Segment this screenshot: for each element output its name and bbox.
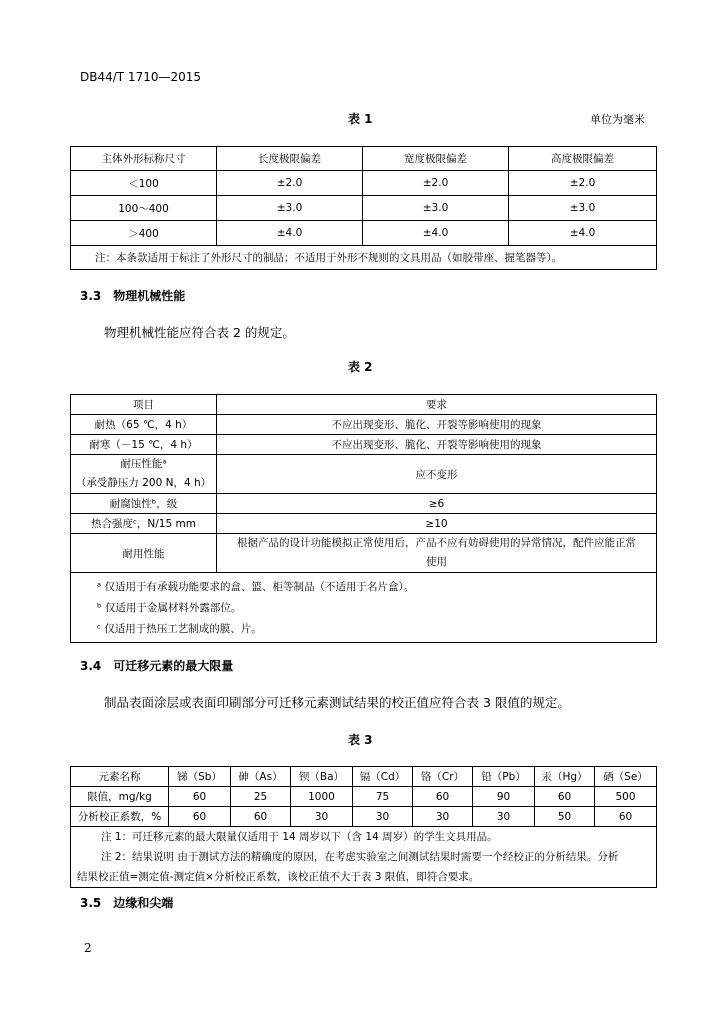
table-cell: ＞400 xyxy=(71,221,217,246)
table2-note-b: ᵇ 仅适用于金属材料外露部位。 xyxy=(97,602,242,614)
table-row xyxy=(71,787,657,807)
document-code: DB44/T 1710—2015 xyxy=(80,70,202,84)
table3-header-cell: 铬（Cr） xyxy=(413,767,473,787)
table1-header-row xyxy=(71,147,657,171)
table-cell: 30 xyxy=(473,807,535,827)
table3-notes-row xyxy=(71,827,657,888)
table-cell: 60 xyxy=(169,807,231,827)
table2-note-c: ᶜ 仅适用于热压工艺制成的膜、片。 xyxy=(97,623,262,635)
table-cell xyxy=(217,534,657,573)
table-cell: 耐腐蚀性ᵇ，级 xyxy=(71,494,217,514)
table3-header-cell: 砷（As） xyxy=(231,767,291,787)
table-cell: 1000 xyxy=(291,787,353,807)
table1-header-cell: 宽度极限偏差 xyxy=(363,147,509,171)
table-row xyxy=(71,221,657,246)
table-row xyxy=(71,514,657,534)
table-cell: 500 xyxy=(595,787,657,807)
table-cell: 分析校正系数，% xyxy=(71,807,169,827)
table-cell: 耐用性能 xyxy=(71,534,217,573)
table-cell: ≥6 xyxy=(217,494,657,514)
table-cell: 30 xyxy=(413,807,473,827)
table-cell: 热合强度ᶜ，N/15 mm xyxy=(71,514,217,534)
table-cell: ±4.0 xyxy=(363,221,509,246)
table1-note: 注：本条款适用于标注了外形尺寸的制品；不适用于外形不规则的文具用品（如胶带座、握笔器等）。 xyxy=(71,246,657,270)
table-cell: 75 xyxy=(353,787,413,807)
table-cell: 100～400 xyxy=(71,196,217,221)
table2-header-row xyxy=(71,395,657,415)
table-cell: 应不变形 xyxy=(217,455,657,494)
table1-header-cell: 主体外形标称尺寸 xyxy=(71,147,217,171)
table-cell: 60 xyxy=(413,787,473,807)
table1-note-row xyxy=(71,246,657,270)
table2-row6-line1: 根据产品的设计功能模拟正常使用后，产品不应有妨碍使用的异常情况，配件应能正常 xyxy=(237,537,636,549)
table2-note-a: ᵃ 仅适用于有承载功能要求的盒、篮、柜等制品（不适用于名片盒）。 xyxy=(97,581,415,593)
table-row xyxy=(71,171,657,196)
table-cell: ＜100 xyxy=(71,171,217,196)
table-cell: 不应出现变形、脆化、开裂等影响使用的现象 xyxy=(217,435,657,455)
table-cell: ±3.0 xyxy=(509,196,657,221)
table3-note-1: 注 1：可迁移元素的最大限量仅适用于 14 周岁以下（含 14 周岁）的学生文具用品。 xyxy=(101,831,498,843)
table2-row6-line2: 使用 xyxy=(426,556,447,568)
section-3-3-paragraph: 物理机械性能应符合表 2 的规定。 xyxy=(104,325,295,340)
table-cell: ±4.0 xyxy=(217,221,363,246)
table3-title: 表 3 xyxy=(348,733,373,747)
section-3-4-paragraph: 制品表面涂层或表面印刷部分可迁移元素测试结果的校正值应符合表 3 限值的规定。 xyxy=(104,695,570,710)
table2-row3-line2: （承受静压力 200 N，4 h） xyxy=(75,477,212,489)
table-cell: 60 xyxy=(169,787,231,807)
table-row xyxy=(71,455,657,494)
table2 xyxy=(70,394,657,643)
table2-header-cell: 项目 xyxy=(71,395,217,415)
table-row xyxy=(71,435,657,455)
table2-row3-line1: 耐压性能ᵃ xyxy=(120,458,167,470)
table1-unit: 单位为毫米 xyxy=(590,113,645,126)
table2-title: 表 2 xyxy=(348,360,373,374)
table-cell xyxy=(71,455,217,494)
table-cell: 50 xyxy=(535,807,595,827)
table-row xyxy=(71,807,657,827)
table3-header-row xyxy=(71,767,657,787)
table-cell: 90 xyxy=(473,787,535,807)
table-cell: 25 xyxy=(231,787,291,807)
table-cell: 耐寒（－15 ℃，4 h） xyxy=(71,435,217,455)
table3-notes xyxy=(71,827,657,888)
table3-header-cell: 汞（Hg） xyxy=(535,767,595,787)
table3-header-cell: 钡（Ba） xyxy=(291,767,353,787)
table-row xyxy=(71,494,657,514)
section-3-3-heading: 3.3 物理机械性能 xyxy=(80,289,186,303)
table-cell: 30 xyxy=(353,807,413,827)
table-cell: 60 xyxy=(231,807,291,827)
table3-header-cell: 硒（Se） xyxy=(595,767,657,787)
table1-header-cell: 长度极限偏差 xyxy=(217,147,363,171)
table-cell: ±4.0 xyxy=(509,221,657,246)
table1-title: 表 1 xyxy=(348,112,373,126)
table-row xyxy=(71,196,657,221)
table3-note-2-line2: 结果校正值=测定值-测定值×分析校正系数，该校正值不大于表 3 限值，即符合要求。 xyxy=(77,871,480,883)
table-cell: 耐热（65 ℃，4 h） xyxy=(71,415,217,435)
table1 xyxy=(70,146,657,270)
table-cell: ±2.0 xyxy=(509,171,657,196)
table-cell: ±3.0 xyxy=(363,196,509,221)
table-cell: ±2.0 xyxy=(363,171,509,196)
table3-header-cell: 锑（Sb） xyxy=(169,767,231,787)
page-number: 2 xyxy=(84,941,92,955)
table3-header-cell: 元素名称 xyxy=(71,767,169,787)
table3-header-cell: 镉（Cd） xyxy=(353,767,413,787)
table2-notes xyxy=(71,573,657,643)
table-cell: ±2.0 xyxy=(217,171,363,196)
table-cell: ±3.0 xyxy=(217,196,363,221)
section-3-5-heading: 3.5 边缘和尖端 xyxy=(80,896,174,910)
table-cell: 30 xyxy=(291,807,353,827)
table-row xyxy=(71,415,657,435)
table-cell: ≥10 xyxy=(217,514,657,534)
table3-note-2-line1: 注 2：结果说明 由于测试方法的精确度的原因，在考虑实验室之间测试结果时需要一个经校正的分析结果。分析 xyxy=(101,851,619,863)
table1-header-cell: 高度极限偏差 xyxy=(509,147,657,171)
section-3-4-heading: 3.4 可迁移元素的最大限量 xyxy=(80,659,234,673)
table2-header-cell: 要求 xyxy=(217,395,657,415)
table-cell: 不应出现变形、脆化、开裂等影响使用的现象 xyxy=(217,415,657,435)
table-row xyxy=(71,534,657,573)
table-cell: 60 xyxy=(595,807,657,827)
table3 xyxy=(70,766,657,888)
table3-header-cell: 铅（Pb） xyxy=(473,767,535,787)
table2-notes-row xyxy=(71,573,657,643)
table-cell: 限值，mg/kg xyxy=(71,787,169,807)
table-cell: 60 xyxy=(535,787,595,807)
